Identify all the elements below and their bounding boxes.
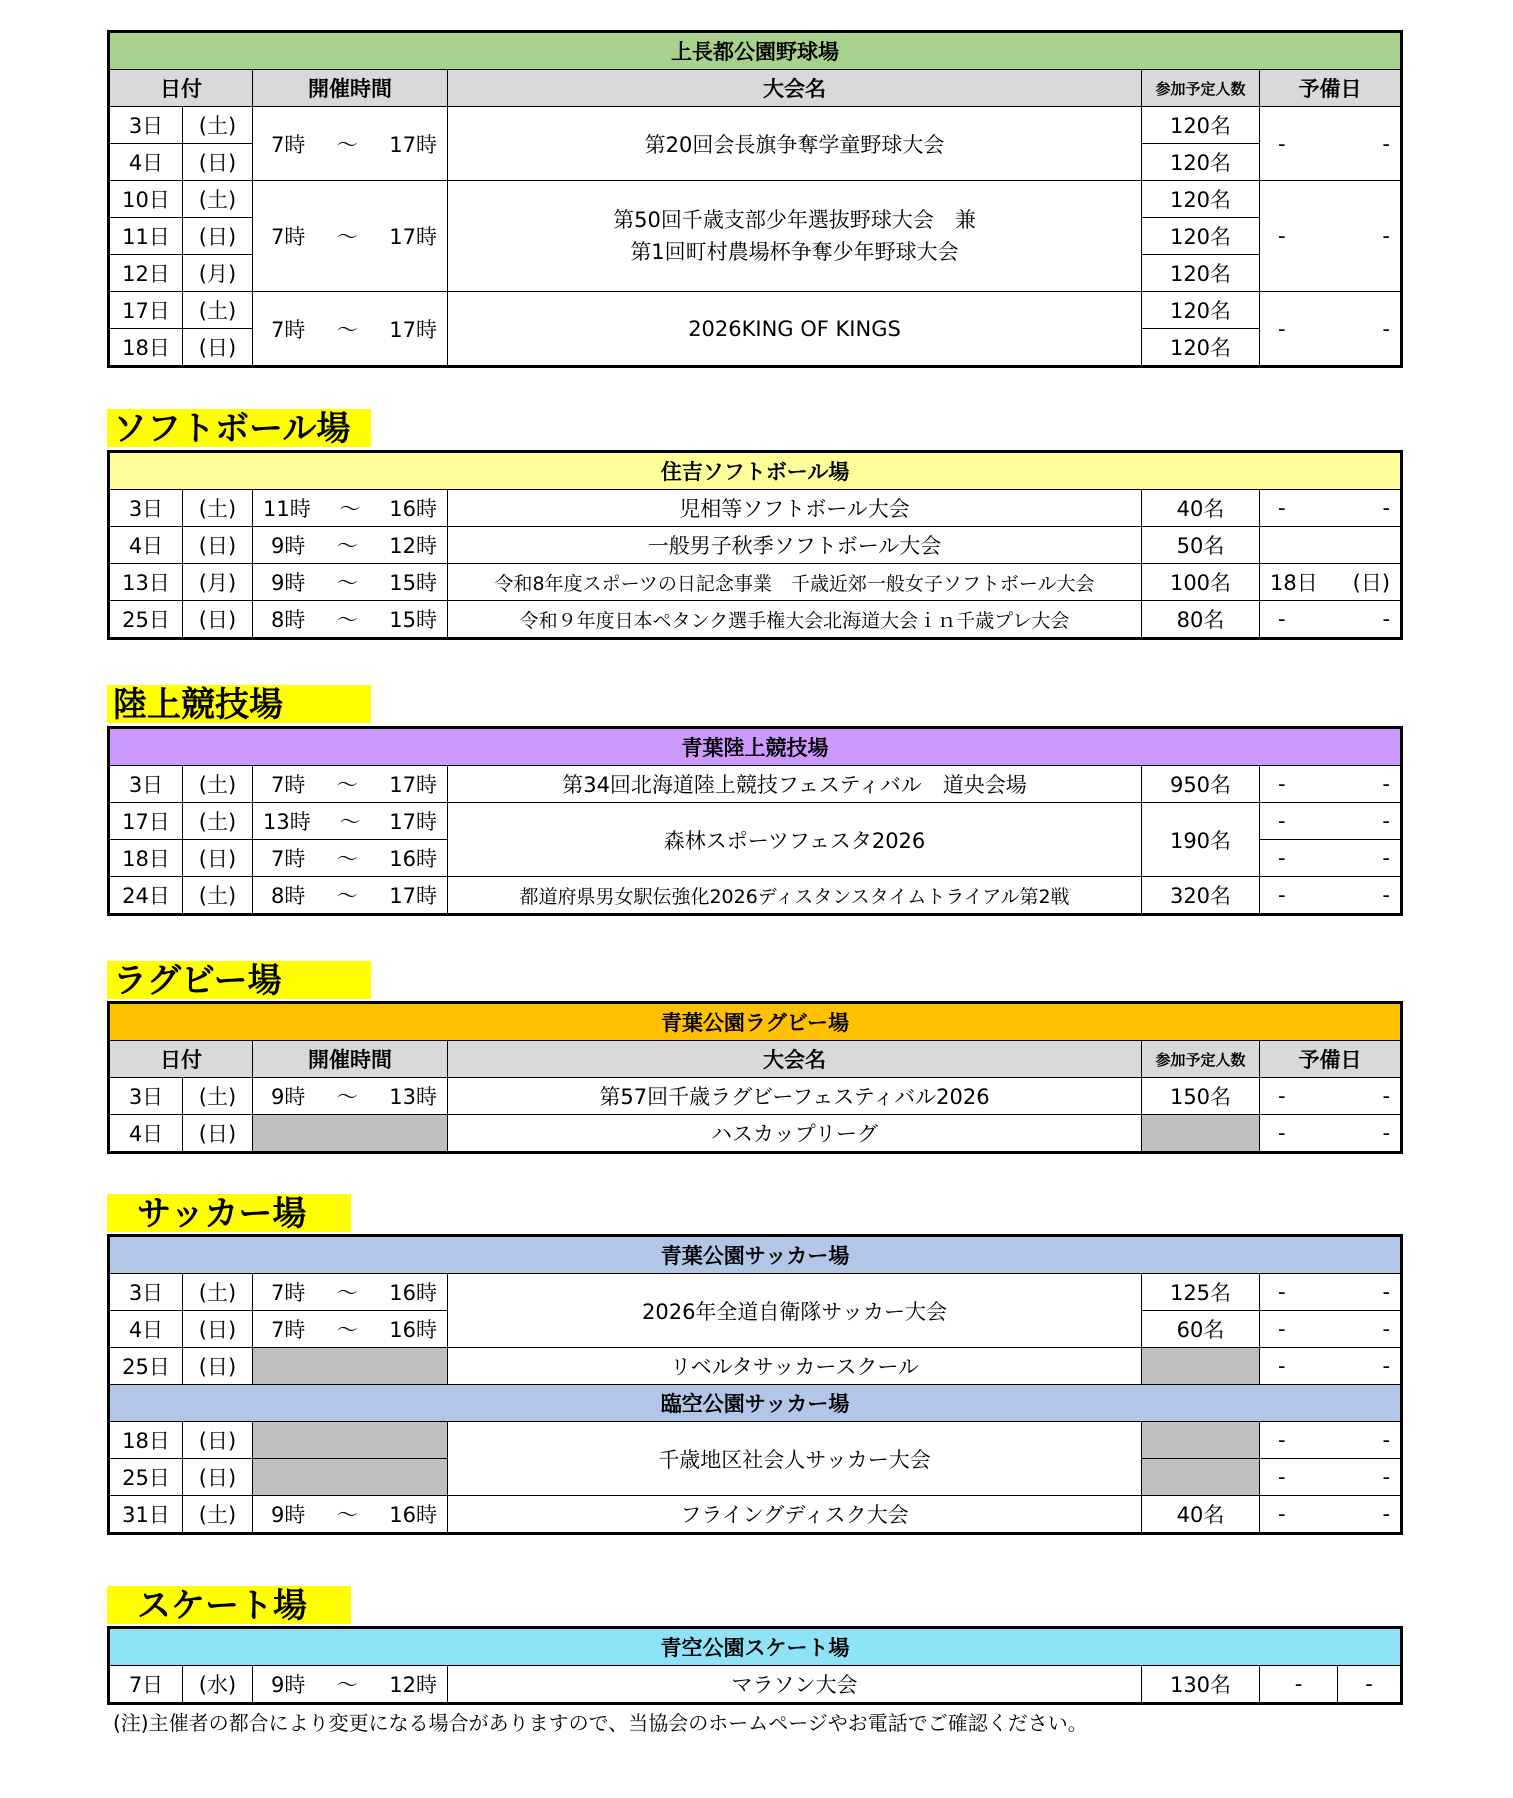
time-cell: 13時 ～ 17時 bbox=[253, 803, 448, 840]
table-row bbox=[109, 1348, 1402, 1385]
event-cell: 第50回千歳支部少年選抜野球大会 兼 第1回町村農場杯争奪少年野球大会 bbox=[448, 181, 1142, 292]
header-date: 日付 bbox=[109, 1041, 253, 1078]
time-cell: 7時 ～ 17時 bbox=[253, 766, 448, 803]
venue-title: 青葉公園サッカー場 bbox=[109, 1236, 1402, 1274]
table-row bbox=[109, 601, 1402, 639]
date-cell: 3日 bbox=[109, 1274, 183, 1311]
weekday-cell: (日) bbox=[183, 144, 253, 181]
weekday-cell: (月) bbox=[183, 564, 253, 601]
reserve-cell: - - bbox=[1260, 1311, 1402, 1348]
date-cell: 3日 bbox=[109, 1078, 183, 1115]
table-row bbox=[109, 1422, 1402, 1459]
weekday-cell: (日) bbox=[183, 601, 253, 639]
header-event: 大会名 bbox=[448, 1041, 1142, 1078]
reserve-cell: - - bbox=[1260, 840, 1402, 877]
event-cell: 森林スポーツフェスタ2026 bbox=[448, 803, 1142, 877]
table-row bbox=[109, 490, 1402, 527]
weekday-cell: (土) bbox=[183, 292, 253, 329]
header-participants: 参加予定人数 bbox=[1142, 70, 1260, 107]
venue-title: 臨空公園サッカー場 bbox=[109, 1385, 1402, 1422]
reserve-cell: - - bbox=[1260, 1348, 1402, 1385]
soccer-section bbox=[107, 1234, 1400, 1535]
track-table bbox=[107, 726, 1403, 916]
weekday-cell: (日) bbox=[183, 1422, 253, 1459]
participants-cell: 120名 bbox=[1142, 181, 1260, 218]
venue-title: 住吉ソフトボール場 bbox=[109, 452, 1402, 490]
soccer-table bbox=[107, 1234, 1403, 1535]
date-cell: 4日 bbox=[109, 1115, 183, 1153]
date-cell: 4日 bbox=[109, 1311, 183, 1348]
participants-cell: 120名 bbox=[1142, 144, 1260, 181]
table-row bbox=[109, 181, 1402, 218]
reserve-cell: - - bbox=[1260, 1496, 1402, 1534]
reserve-cell: - - bbox=[1260, 1459, 1402, 1496]
weekday-cell: (日) bbox=[183, 1459, 253, 1496]
participants-cell: 120名 bbox=[1142, 255, 1260, 292]
event-cell: ハスカップリーグ bbox=[448, 1115, 1142, 1153]
participants-cell: 100名 bbox=[1142, 564, 1260, 601]
event-cell: 第20回会長旗争奪学童野球大会 bbox=[448, 107, 1142, 181]
footnote: (注)主催者の都合により変更になる場合がありますので、当協会のホームページやお電話でご確認ください。 bbox=[113, 1711, 1088, 1735]
softball-section bbox=[107, 450, 1400, 640]
reserve-cell: - - bbox=[1260, 877, 1402, 915]
date-cell: 3日 bbox=[109, 490, 183, 527]
section-heading-track: 陸上競技場 bbox=[107, 685, 371, 723]
table-row bbox=[109, 1115, 1402, 1153]
reserve-cell: - - bbox=[1260, 181, 1402, 292]
time-cell: 9時 ～ 12時 bbox=[253, 527, 448, 564]
header-time: 開催時間 bbox=[253, 1041, 448, 1078]
time-cell: 11時 ～ 16時 bbox=[253, 490, 448, 527]
event-cell: 第57回千歳ラグビーフェスティバル2026 bbox=[448, 1078, 1142, 1115]
event-cell: 一般男子秋季ソフトボール大会 bbox=[448, 527, 1142, 564]
header-time: 開催時間 bbox=[253, 70, 448, 107]
date-cell: 3日 bbox=[109, 107, 183, 144]
venue-title: 上長都公園野球場 bbox=[109, 32, 1402, 70]
participants-cell: 120名 bbox=[1142, 292, 1260, 329]
reserve-cell: - bbox=[1338, 1666, 1402, 1704]
event-cell: 児相等ソフトボール大会 bbox=[448, 490, 1142, 527]
skate-section bbox=[107, 1626, 1400, 1705]
participants-cell: 130名 bbox=[1142, 1666, 1260, 1704]
venue-title: 青葉公園ラグビー場 bbox=[109, 1003, 1402, 1041]
event-cell: フライングディスク大会 bbox=[448, 1496, 1142, 1534]
reserve-cell: 18日 (日) bbox=[1260, 564, 1402, 601]
participants-cell: 150名 bbox=[1142, 1078, 1260, 1115]
reserve-cell: - - bbox=[1260, 1115, 1402, 1153]
weekday-cell: (土) bbox=[183, 803, 253, 840]
weekday-cell: (日) bbox=[183, 329, 253, 367]
reserve-cell: - - bbox=[1260, 292, 1402, 367]
time-cell bbox=[253, 1115, 448, 1153]
participants-cell bbox=[1142, 1459, 1260, 1496]
event-cell: 令和９年度日本ペタンク選手権大会北海道大会ｉｎ千歳プレ大会 bbox=[448, 601, 1142, 639]
reserve-cell: - - bbox=[1260, 803, 1402, 840]
section-heading-softball: ソフトボール場 bbox=[107, 409, 371, 447]
participants-cell: 320名 bbox=[1142, 877, 1260, 915]
weekday-cell: (土) bbox=[183, 1274, 253, 1311]
date-cell: 3日 bbox=[109, 766, 183, 803]
time-cell: 8時 ～ 17時 bbox=[253, 877, 448, 915]
header-reserve: 予備日 bbox=[1260, 70, 1402, 107]
time-cell: 7時 ～ 17時 bbox=[253, 107, 448, 181]
date-cell: 4日 bbox=[109, 527, 183, 564]
reserve-cell: - - bbox=[1260, 1078, 1402, 1115]
table-row bbox=[109, 1666, 1402, 1704]
event-cell: 千歳地区社会人サッカー大会 bbox=[448, 1422, 1142, 1496]
participants-cell: 60名 bbox=[1142, 1311, 1260, 1348]
venue-title: 青葉陸上競技場 bbox=[109, 728, 1402, 766]
time-cell: 9時 ～ 12時 bbox=[253, 1666, 448, 1704]
table-row bbox=[109, 1274, 1402, 1311]
reserve-cell: - - bbox=[1260, 1274, 1402, 1311]
date-cell: 17日 bbox=[109, 292, 183, 329]
event-cell: リベルタサッカースクール bbox=[448, 1348, 1142, 1385]
participants-cell: 190名 bbox=[1142, 803, 1260, 877]
table-row bbox=[109, 527, 1402, 564]
reserve-cell: - - bbox=[1260, 601, 1402, 639]
table-row bbox=[109, 1496, 1402, 1534]
event-cell: 2026KING OF KINGS bbox=[448, 292, 1142, 367]
header-date: 日付 bbox=[109, 70, 253, 107]
softball-table bbox=[107, 450, 1403, 640]
weekday-cell: (土) bbox=[183, 181, 253, 218]
participants-cell: 80名 bbox=[1142, 601, 1260, 639]
section-heading-soccer: サッカー場 bbox=[107, 1194, 351, 1232]
time-cell: 9時 ～ 15時 bbox=[253, 564, 448, 601]
date-cell: 24日 bbox=[109, 877, 183, 915]
participants-cell: 120名 bbox=[1142, 218, 1260, 255]
table-row bbox=[109, 877, 1402, 915]
participants-cell: 40名 bbox=[1142, 1496, 1260, 1534]
date-cell: 25日 bbox=[109, 1459, 183, 1496]
participants-cell: 125名 bbox=[1142, 1274, 1260, 1311]
weekday-cell: (土) bbox=[183, 107, 253, 144]
time-cell: 7時 ～ 17時 bbox=[253, 292, 448, 367]
reserve-cell: - - bbox=[1260, 107, 1402, 181]
time-cell bbox=[253, 1348, 448, 1385]
header-reserve: 予備日 bbox=[1260, 1041, 1402, 1078]
time-cell: 9時 ～ 13時 bbox=[253, 1078, 448, 1115]
participants-cell bbox=[1142, 1422, 1260, 1459]
time-cell: 7時 ～ 17時 bbox=[253, 181, 448, 292]
reserve-cell: - - bbox=[1260, 766, 1402, 803]
participants-cell bbox=[1142, 1348, 1260, 1385]
weekday-cell: (日) bbox=[183, 840, 253, 877]
header-participants: 参加予定人数 bbox=[1142, 1041, 1260, 1078]
participants-cell: 50名 bbox=[1142, 527, 1260, 564]
weekday-cell: (土) bbox=[183, 877, 253, 915]
baseball-section bbox=[107, 30, 1400, 368]
event-cell: 2026年全道自衛隊サッカー大会 bbox=[448, 1274, 1142, 1348]
reserve-cell: - - bbox=[1260, 1422, 1402, 1459]
weekday-cell: (土) bbox=[183, 490, 253, 527]
weekday-cell: (土) bbox=[183, 1496, 253, 1534]
date-cell: 18日 bbox=[109, 1422, 183, 1459]
skate-table bbox=[107, 1626, 1403, 1705]
time-cell bbox=[253, 1459, 448, 1496]
table-row bbox=[109, 766, 1402, 803]
table-row bbox=[109, 292, 1402, 329]
participants-cell bbox=[1142, 1115, 1260, 1153]
date-cell: 25日 bbox=[109, 1348, 183, 1385]
date-cell: 11日 bbox=[109, 218, 183, 255]
baseball-table bbox=[107, 30, 1403, 368]
section-heading-rugby: ラグビー場 bbox=[107, 961, 371, 999]
time-cell bbox=[253, 1422, 448, 1459]
rugby-table bbox=[107, 1001, 1403, 1154]
date-cell: 31日 bbox=[109, 1496, 183, 1534]
weekday-cell: (月) bbox=[183, 255, 253, 292]
event-cell: マラソン大会 bbox=[448, 1666, 1142, 1704]
date-cell: 17日 bbox=[109, 803, 183, 840]
time-cell: 7時 ～ 16時 bbox=[253, 1274, 448, 1311]
event-cell: 令和8年度スポーツの日記念事業 千歳近郊一般女子ソフトボール大会 bbox=[448, 564, 1142, 601]
weekday-cell: (日) bbox=[183, 218, 253, 255]
table-row bbox=[109, 1078, 1402, 1115]
participants-cell: 120名 bbox=[1142, 107, 1260, 144]
weekday-cell: (日) bbox=[183, 1311, 253, 1348]
date-cell: 25日 bbox=[109, 601, 183, 639]
reserve-cell: - bbox=[1260, 1666, 1338, 1704]
weekday-cell: (日) bbox=[183, 1348, 253, 1385]
time-cell: 7時 ～ 16時 bbox=[253, 840, 448, 877]
participants-cell: 40名 bbox=[1142, 490, 1260, 527]
date-cell: 4日 bbox=[109, 144, 183, 181]
section-heading-skate: スケート場 bbox=[107, 1586, 351, 1624]
table-row bbox=[109, 107, 1402, 144]
date-cell: 12日 bbox=[109, 255, 183, 292]
weekday-cell: (土) bbox=[183, 766, 253, 803]
time-cell: 9時 ～ 16時 bbox=[253, 1496, 448, 1534]
time-cell: 8時 ～ 15時 bbox=[253, 601, 448, 639]
weekday-cell: (日) bbox=[183, 1115, 253, 1153]
reserve-cell bbox=[1260, 527, 1402, 564]
header-event: 大会名 bbox=[448, 70, 1142, 107]
date-cell: 13日 bbox=[109, 564, 183, 601]
weekday-cell: (水) bbox=[183, 1666, 253, 1704]
date-cell: 7日 bbox=[109, 1666, 183, 1704]
weekday-cell: (日) bbox=[183, 527, 253, 564]
venue-title: 青空公園スケート場 bbox=[109, 1628, 1402, 1666]
weekday-cell: (土) bbox=[183, 1078, 253, 1115]
event-cell: 第34回北海道陸上競技フェスティバル 道央会場 bbox=[448, 766, 1142, 803]
event-cell: 都道府県男女駅伝強化2026ディスタンスタイムトライアル第2戦 bbox=[448, 877, 1142, 915]
date-cell: 18日 bbox=[109, 840, 183, 877]
time-cell: 7時 ～ 16時 bbox=[253, 1311, 448, 1348]
date-cell: 10日 bbox=[109, 181, 183, 218]
track-section bbox=[107, 726, 1400, 916]
participants-cell: 950名 bbox=[1142, 766, 1260, 803]
table-row bbox=[109, 564, 1402, 601]
participants-cell: 120名 bbox=[1142, 329, 1260, 367]
date-cell: 18日 bbox=[109, 329, 183, 367]
rugby-section bbox=[107, 1001, 1400, 1154]
table-row bbox=[109, 803, 1402, 840]
reserve-cell: - - bbox=[1260, 490, 1402, 527]
